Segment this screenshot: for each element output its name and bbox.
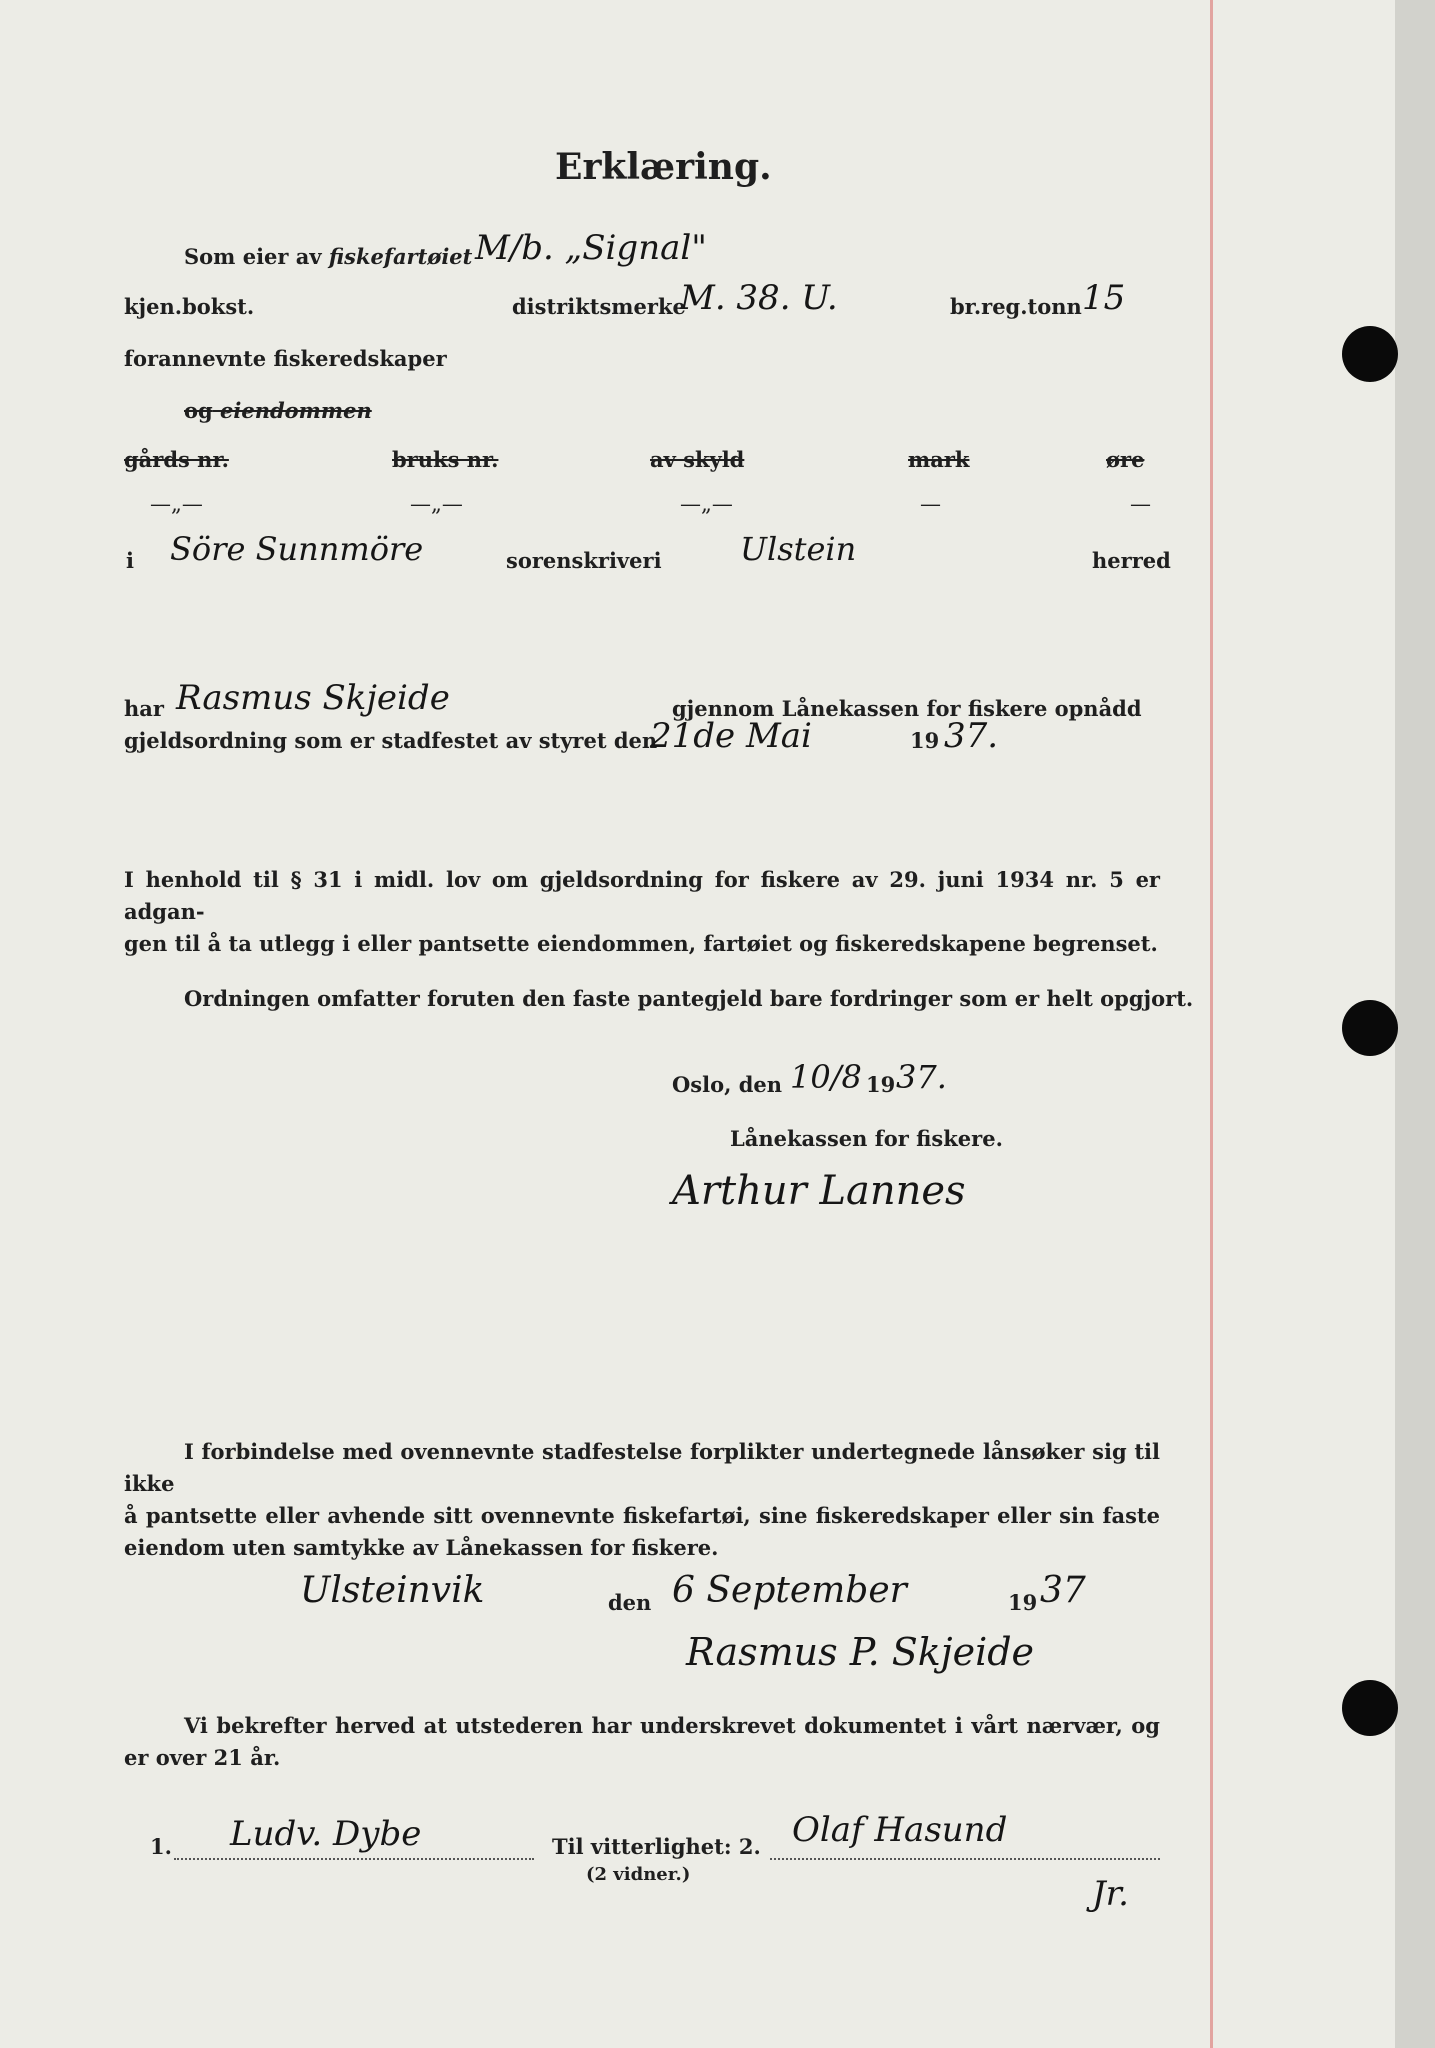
property-label: og eiendommen	[184, 398, 372, 423]
municipality: Ulstein	[740, 530, 857, 568]
punch-hole	[1342, 326, 1398, 382]
settlement-date: 21de Mai	[650, 716, 812, 756]
district-mark: M. 38. U.	[680, 278, 838, 318]
court-label: sorenskriveri	[506, 548, 662, 573]
oslo-date: 10/8	[790, 1058, 862, 1096]
through-label: gjennom Lånekassen for fiskere opnådd	[672, 696, 1142, 721]
signing-date: 6 September	[672, 1570, 907, 1611]
usage-number-label: bruks nr.	[392, 447, 499, 472]
margin-line	[1210, 0, 1213, 2048]
witness-2-suffix: Jr.	[1092, 1874, 1129, 1914]
mark-label: mark	[908, 447, 970, 472]
witness-2-line	[770, 1858, 1160, 1860]
applicant-signature: Rasmus P. Skjeide	[686, 1630, 1035, 1674]
kjen-label: kjen.bokst.	[124, 294, 255, 319]
witness-1-line	[174, 1858, 534, 1860]
tonnage-label: br.reg.tonn	[950, 294, 1082, 319]
ore-label: øre	[1106, 447, 1145, 472]
witness-1-signature: Ludv. Dybe	[230, 1814, 422, 1854]
den-label: den	[608, 1590, 652, 1615]
document-title: Erklæring.	[555, 146, 772, 188]
settlement-year-prefix: 19	[910, 728, 940, 753]
ditto-3: —„—	[680, 492, 733, 516]
punch-hole	[1342, 1680, 1398, 1736]
ditto-4: —	[920, 492, 941, 516]
issuer-label: Lånekassen for fiskere.	[730, 1126, 1003, 1151]
obligation-paragraph: I forbindelse med ovennevnte stadfestelse forplikter undertegnede lånsøker sig til ikke å pantsette eller avhende sitt ovennevnte fiskefartøi, sine fiskeredskaper eller sin faste eiendom uten samtykke av Lånekassen for fiskere.	[124, 1439, 1160, 1560]
legal-paragraph: I henhold til § 31 i midl. lov om gjeldsordning for fiskere av 29. juni 1934 nr. 5 er adgan- gen til å ta utlegg i eller pantsette eiendommen, fartøiet og fiskeredskapene begrenset.	[124, 867, 1160, 956]
applicant-name: Rasmus Skjeide	[176, 678, 450, 718]
two-witnesses-note: (2 vidner.)	[586, 1864, 691, 1885]
oslo-date-label: Oslo, den	[672, 1072, 783, 1097]
settlement-year: 37.	[944, 716, 999, 756]
ditto-1: —„—	[150, 492, 203, 516]
tax-label: av skyld	[650, 447, 745, 472]
ditto-5: —	[1130, 492, 1151, 516]
scope-paragraph: Ordningen omfatter foruten den faste pantegjeld bare fordringer som er helt opgjort.	[184, 986, 1194, 1011]
vessel-name: M/b. „Signal"	[475, 228, 707, 268]
punch-hole	[1342, 1000, 1398, 1056]
gear-label: forannevnte fiskeredskaper	[124, 346, 447, 371]
tonnage-value: 15	[1082, 278, 1126, 318]
witness-2-signature: Olaf Hasund	[792, 1810, 1008, 1850]
owner-label: Som eier av fiskefartøiet	[184, 244, 473, 269]
municipality-label: herred	[1092, 548, 1171, 573]
witness-1-number: 1.	[150, 1834, 172, 1859]
oslo-year: 37.	[896, 1058, 947, 1096]
district-label: distriktsmerke	[512, 294, 686, 319]
district-court: Söre Sunnmöre	[170, 530, 424, 568]
issuer-signature: Arthur Lannes	[672, 1168, 966, 1214]
oslo-year-prefix: 19	[866, 1072, 896, 1097]
signing-year: 37	[1040, 1570, 1086, 1611]
i-label: i	[126, 548, 134, 573]
signing-year-prefix: 19	[1008, 1590, 1038, 1615]
debt-settlement-label: gjeldsordning som er stadfestet av styret den	[124, 728, 658, 753]
witness-paragraph: Vi bekrefter herved at utstederen har underskrevet dokumentet i vårt nærvær, og er over 21 år.	[124, 1713, 1160, 1770]
page-edge	[1395, 0, 1435, 2048]
ditto-2: —„—	[410, 492, 463, 516]
witness-label: Til vitterlighet: 2.	[552, 1834, 761, 1859]
har-label: har	[124, 696, 164, 721]
signing-place: Ulsteinvik	[300, 1570, 485, 1611]
farm-number-label: gårds nr.	[124, 447, 229, 472]
